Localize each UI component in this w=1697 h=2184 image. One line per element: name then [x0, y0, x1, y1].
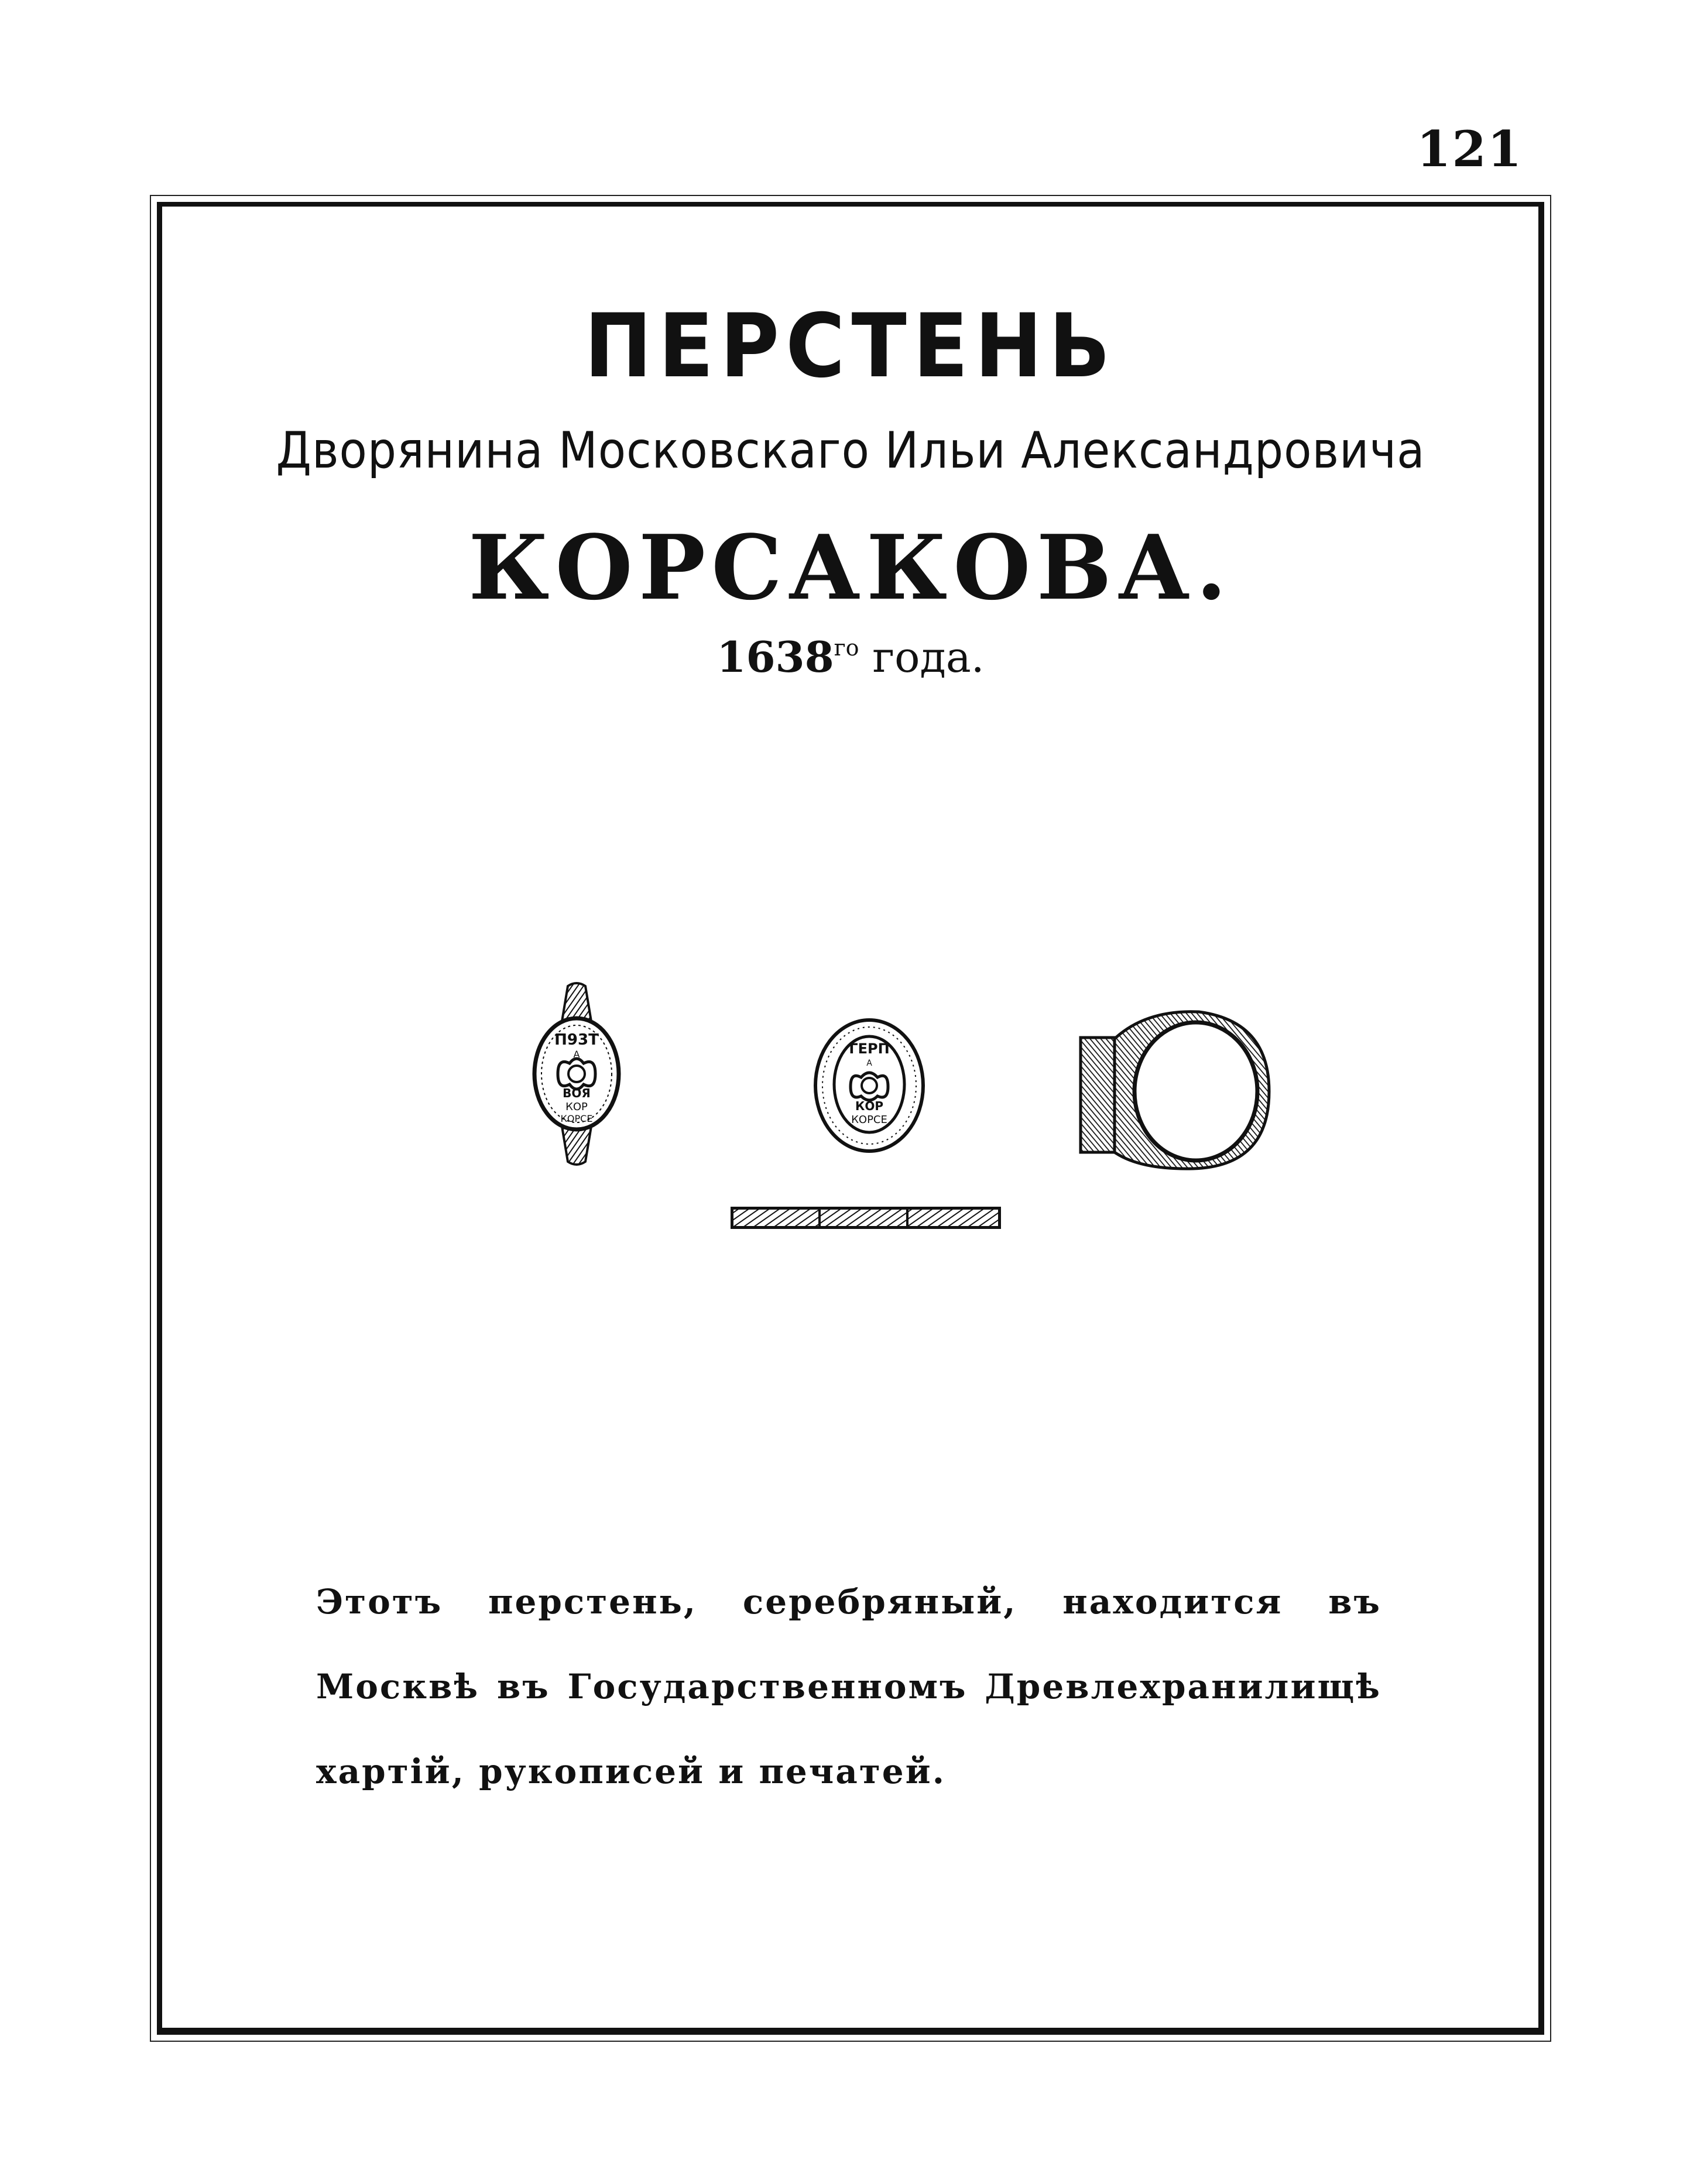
scale-bar	[731, 1207, 1001, 1229]
ring-band-bottom	[562, 1127, 591, 1165]
seal-inscription-1: ГЕРП	[849, 1041, 890, 1057]
ring-side-figure	[524, 980, 629, 1167]
seal-inscription-2: А	[866, 1059, 872, 1068]
seal-inscription-4: КОРСЕ	[851, 1114, 887, 1126]
seal-inscription-3: КОР	[855, 1099, 884, 1113]
surname-heading: КОРСАКОВА.	[468, 515, 1233, 620]
ring-profile-figure	[1076, 1004, 1281, 1179]
year-suffix: го	[834, 635, 859, 661]
ring-band-top	[562, 983, 591, 1021]
year-number: 1638	[716, 632, 834, 682]
page-number: 121	[1417, 120, 1523, 178]
year-line	[157, 632, 1544, 682]
ring-side-inscription-1: П93Т	[554, 1031, 599, 1049]
ring-side-inscription-5: КОРСЕ	[560, 1113, 593, 1124]
ring-side-inscription-4: КОР	[565, 1101, 588, 1113]
ring-side-inscription-2: А	[573, 1049, 580, 1060]
subtitle: Дворянина Московскаго Ильи Александровича	[276, 421, 1425, 480]
ring-side-inscription-3: ВОЯ	[563, 1086, 591, 1100]
ring-profile-bezel	[1081, 1038, 1115, 1152]
seal-face-figure	[811, 1015, 928, 1156]
ring-profile-hole	[1134, 1022, 1257, 1160]
caption-paragraph: Этотъ перстень, серебряный, находится въ Москвѣ въ Государственномъ Древлехранилищѣ хартій, рукописей и печатей.	[316, 1582, 1381, 1791]
year-word: года.	[872, 633, 985, 682]
page-title: ПЕРСТЕНЬ	[584, 296, 1117, 397]
